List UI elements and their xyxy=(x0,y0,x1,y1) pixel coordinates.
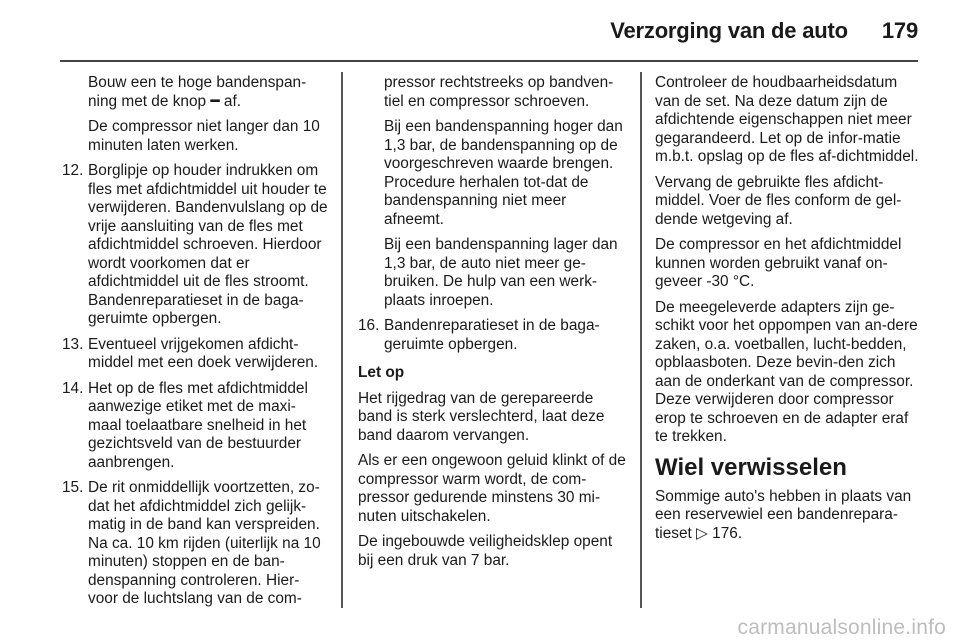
list-number: 16. xyxy=(358,317,380,334)
list-item-14 xyxy=(62,380,328,473)
column-3 xyxy=(655,74,923,550)
note-paragraph-2: Als er een ongewoon geluid klinkt of de compressor warm wordt, de com-pressor gedurende minstens 30 mi-nuten uitschakelen. xyxy=(358,452,626,525)
column-2 xyxy=(358,74,626,577)
list-number: 14. xyxy=(62,379,84,397)
header-title: Verzorging van de auto xyxy=(610,18,848,43)
paragraph-knop: Bouw een te hoge bandenspan-ning met de knop ━ af. xyxy=(88,74,307,110)
column-divider-2 xyxy=(640,72,642,608)
list-item-13 xyxy=(62,336,328,373)
list-item-15 xyxy=(62,479,328,609)
page-number: 179 xyxy=(881,18,918,43)
paragraph-continuation: pressor rechtstreeks op bandven-tiel en compressor schroeven. xyxy=(384,74,614,110)
note-paragraph-3: De ingebouwde veiligheidsklep opent bij een druk van 7 bar. xyxy=(358,533,613,569)
watermark: carmanualsonline.info xyxy=(737,616,946,639)
paragraph-temperature: De compressor en het afdichtmiddel kunnen worden gebruikt vanaf on-geveer -30 °C. xyxy=(655,236,902,290)
list-text: Eventueel vrijgekomen afdicht-middel met een doek verwijderen. xyxy=(88,335,319,371)
header-rule xyxy=(60,60,918,62)
list-item-16 xyxy=(358,317,626,354)
note-paragraph-1: Het rijgedrag van de gerepareerde band is sterk verslechterd, laat deze band daarom vervangen. xyxy=(358,389,605,444)
paragraph-replace-bottle: Vervang de gebruikte fles afdicht-middel. Voer de fles conform de gel-dende wetgeving af. xyxy=(655,173,902,228)
list-text: Het op de fles met afdichtmiddel aanwezige etiket met de maxi-maal toelaatbare snelheid in het gezichtsveld van de bestuurder aanbrengen. xyxy=(88,379,308,471)
list-text: Bandenreparatieset in de baga-geruimte opbergen. xyxy=(384,317,600,353)
section-heading: Wiel verwisselen xyxy=(655,453,847,481)
paragraph-spare-wheel: Sommige auto's hebben in plaats van een reservewiel een bandenrepara-tieset ▷ 176. xyxy=(655,487,912,542)
paragraph-pressure-high: Bij een bandenspanning hoger dan 1,3 bar, de bandenspanning op de voorgeschreven waarde brengen. Procedure herhalen tot-dat de bandenspanning niet meer afneemt. xyxy=(384,118,623,228)
list-item-12 xyxy=(62,162,328,329)
column-divider-1 xyxy=(341,72,343,608)
paragraph-pressure-low: Bij een bandenspanning lager dan 1,3 bar, de auto niet meer ge-bruiken. De hulp van een werk-plaats inroepen. xyxy=(384,236,618,309)
paragraph-adapters: De meegeleverde adapters zijn ge-schikt voor het oppompen van an-dere zaken, o.a. voetballen, lucht-bedden, opblaasboten. Deze bevin-den zich aan de onderkant van de compressor. Deze verwijderen door compressor erop te schroeven en de adapter eraf te trekken. xyxy=(655,298,918,445)
list-text: De rit onmiddellijk voortzetten, zo-dat het afdichtmiddel zich gelijk-matig in de band kan verspreiden. Na ca. 10 km rijden (uiterlijk na 10 minuten) stoppen en de ban-denspanning controleren. Hier-voor de luchtslang van de com- xyxy=(88,479,321,607)
note-heading: Let op xyxy=(358,364,405,381)
list-number: 15. xyxy=(62,479,84,496)
list-text: Borglipje op houder indrukken om fles met afdichtmiddel uit houder te verwijderen. Bandenvulslang op de vrije aansluiting van de fles met afdichtmiddel schroeven. Hierdoor wordt voorkomen dat er afdichtmiddel uit de fles stroomt. Bandenreparatieset in de baga-geruimte opbergen. xyxy=(88,162,328,327)
list-number: 13. xyxy=(62,335,84,353)
paragraph-expiry: Controleer de houdbaarheidsdatum van de set. Na deze datum zijn de afdichtende eigenschappen niet meer gegarandeerd. Let op de infor-matie m.b.t. opslag op de fles af-dichtmiddel. xyxy=(655,74,919,165)
column-1 xyxy=(62,74,328,616)
page-header xyxy=(610,18,918,44)
list-number: 12. xyxy=(62,162,84,179)
paragraph-compressor-time: De compressor niet langer dan 10 minuten laten werken. xyxy=(88,118,320,154)
